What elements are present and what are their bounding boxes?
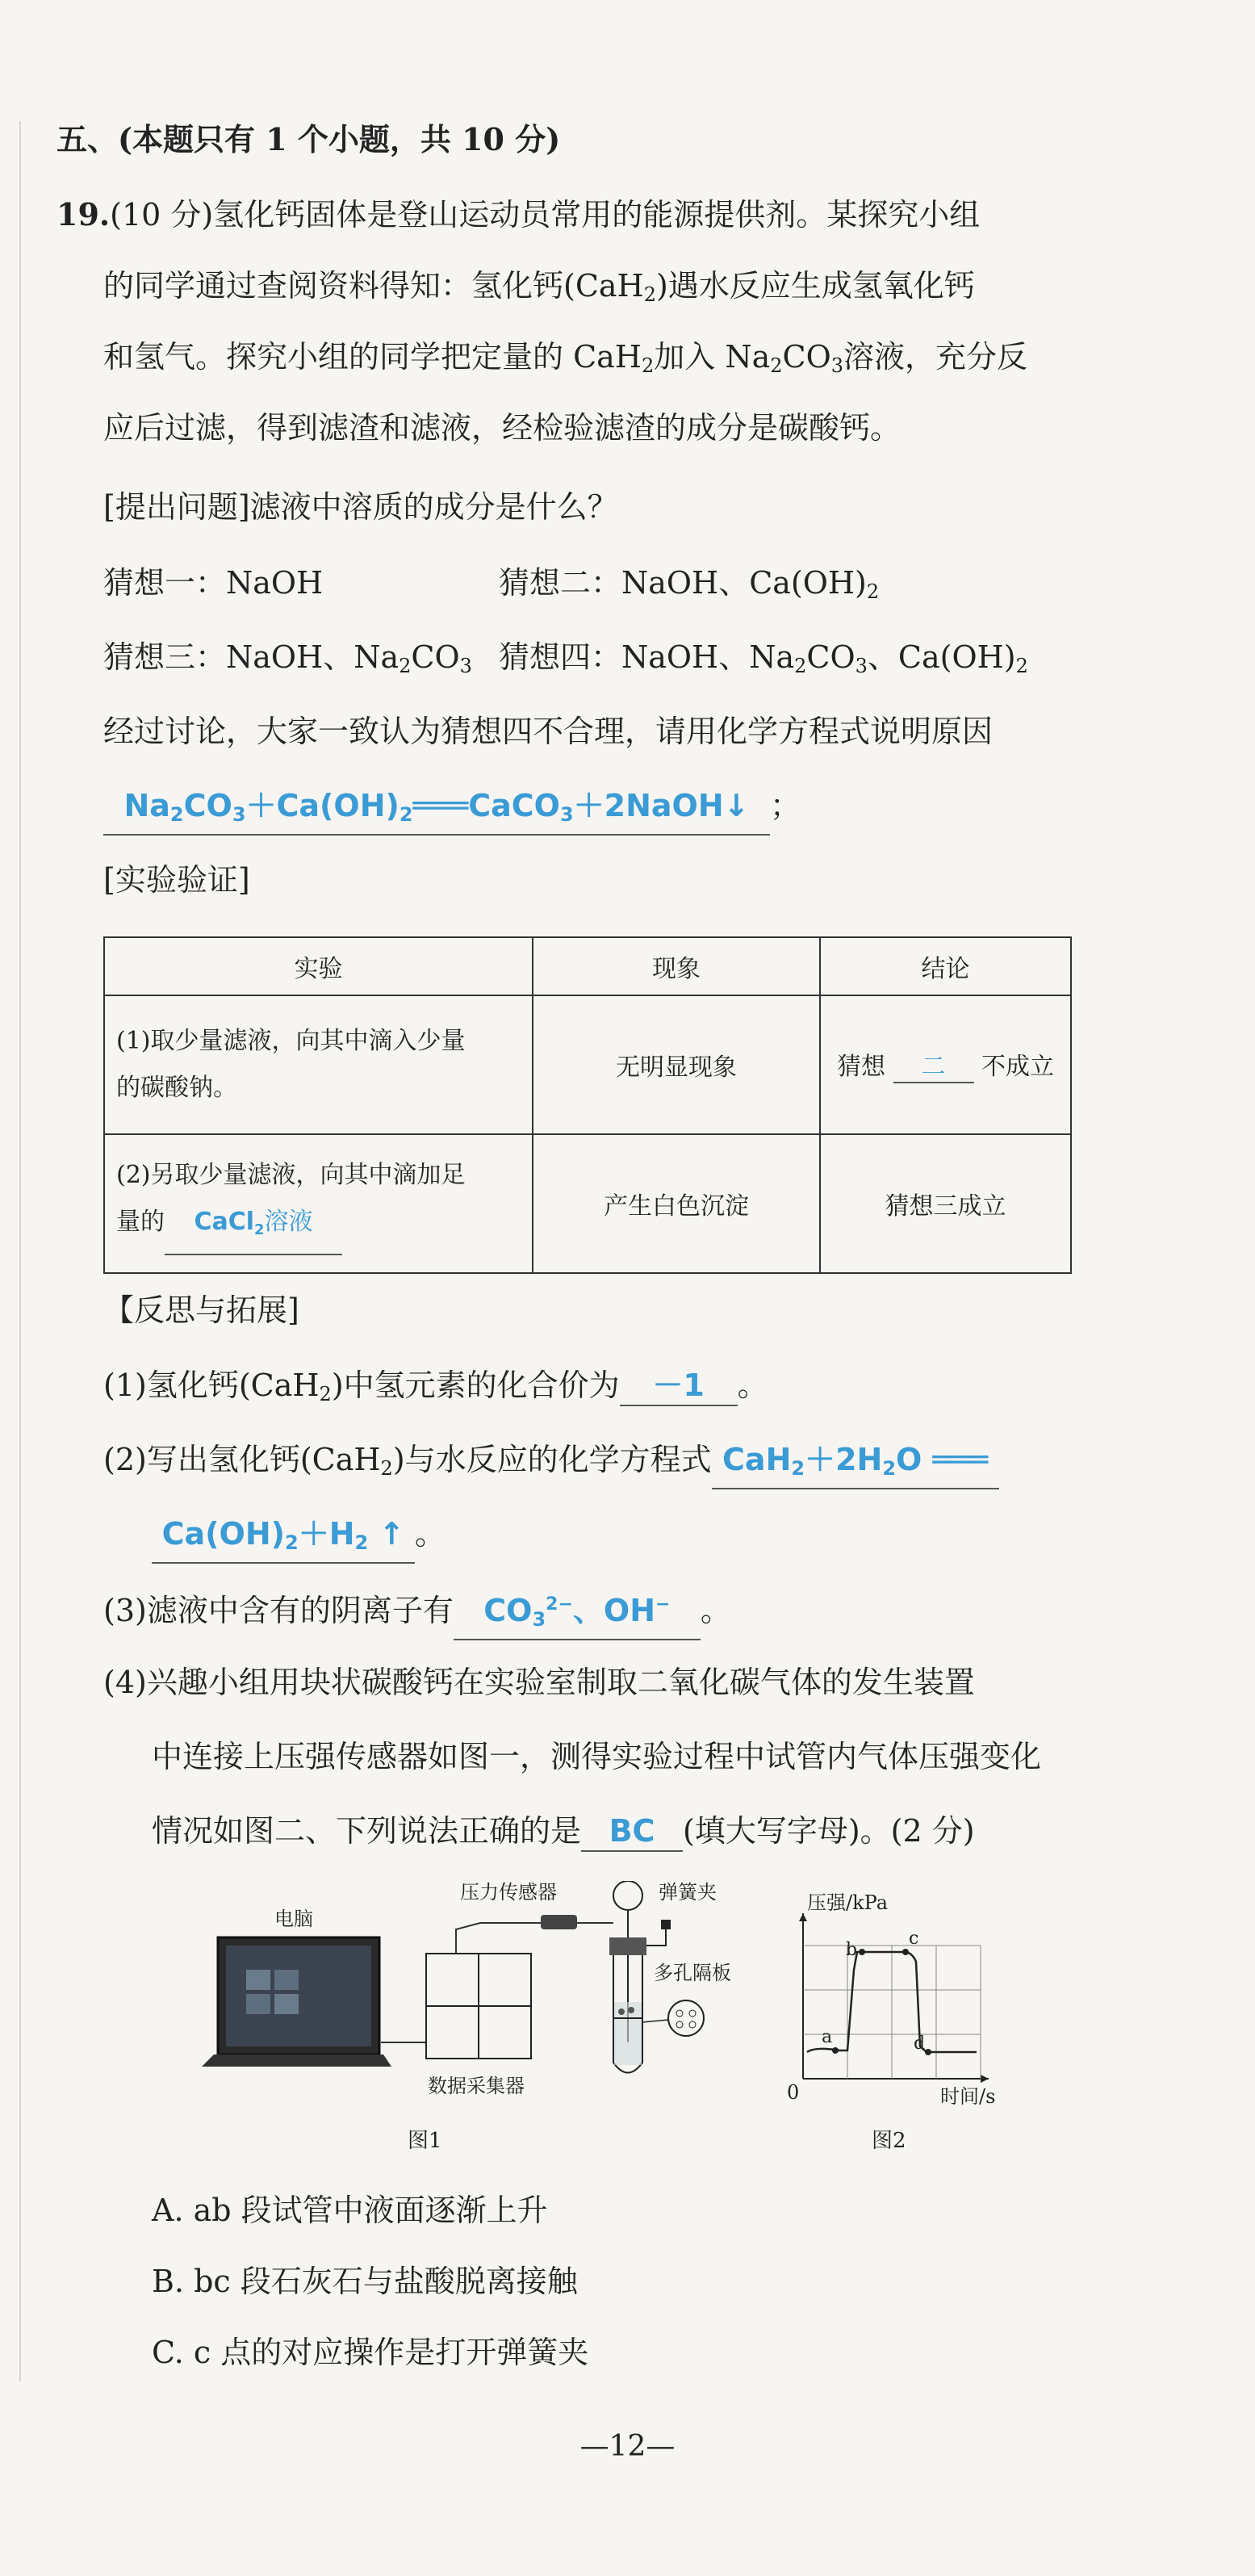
funnel-bulb [613,1881,642,1910]
text: CaCl [194,1208,255,1236]
text: (填大写字母)。(2 分) [683,1813,975,1849]
text: 猜想四：NaOH、Na [499,639,795,675]
text: 猜想三：NaOH、Na [103,639,400,675]
row2-experiment-line2 [116,1199,521,1255]
text: )与水反应的化学方程式 [392,1442,712,1477]
text: )遇水反应生成氢氧化钙 [655,268,975,304]
text: CO [483,1593,533,1628]
hypothesis-2: 猜想二：NaOH、$Ca(OH)_2$ [499,565,880,603]
answer-equation: $Na_2CO_3+Ca(OH)_2═══CaCO_3+2NaOH↓$ [103,786,770,836]
row2-answer: CaCl$_2$溶液 [165,1199,342,1255]
limestone-icon [618,2008,625,2015]
text: ＋2H [805,1442,883,1477]
question-number: 19. [56,196,111,232]
y-axis-label: 压强/kPa [807,1891,889,1914]
text: 3 [532,1608,546,1631]
x-axis-arrow-icon [981,2075,989,2083]
text: ＋2NaOH [573,788,724,823]
reflection-4-line2: 中连接上压强传感器如图一，测得实验过程中试管内气体压强变化 [152,1739,1042,1774]
up-arrow-icon: ↑ [379,1516,405,1552]
answer-equation-line [103,783,801,836]
text: 。 [700,1593,731,1628]
text: Na [123,788,170,823]
text: CO [782,339,831,375]
table-header-row [104,937,1071,995]
row1-answer: 二 [893,1046,974,1083]
screen-tile-icon [246,1970,270,1990]
figure2-caption: 图2 [872,2129,906,2153]
row2-conclusion: 猜想三成立 [820,1134,1071,1273]
question-line-1 [56,192,980,237]
option-c: C. c 点的对应操作是打开弹簧夹 [152,2335,589,2370]
r1-answer: －1 [620,1366,738,1406]
label-clamp: 弹簧夹 [659,1881,717,1904]
hole-icon [689,2021,696,2028]
text: 的碳酸钠。 [116,1074,237,1102]
label-d: d [914,2034,926,2054]
screen-tile-icon [274,1970,299,1990]
label-computer: 电脑 [274,1908,313,1930]
y-axis-arrow-icon [799,1913,807,1921]
r4-answer: BC [581,1812,683,1852]
option-a: A. ab 段试管中液面逐渐上升 [152,2193,548,2228]
origin-label: 0 [787,2081,800,2104]
figure-svg [202,1881,1073,2155]
hole-icon [689,2010,696,2017]
row2-phenomenon: 产生白色沉淀 [533,1134,820,1273]
data-collector [426,1954,531,2059]
reflection-2-line2 [152,1511,446,1564]
laptop-keyboard [202,2055,391,2067]
text: Ca(OH) [161,1516,286,1552]
reflection-2: (2)写出氢化钙(CaH$_2$)与水反应的化学方程式 $CaH_2+2H_2O$ ═══ [103,1437,999,1491]
spring-clamp-icon [661,1920,671,1929]
text: 情况如图二、下列说法正确的是 [152,1813,582,1849]
text: 、Ca(OH) [867,639,1016,675]
row1-conclusion [820,995,1071,1134]
r2-answer-part1: $CaH_2+2H_2O$ ═══ [712,1440,999,1489]
text: 2− [546,1594,573,1615]
text: ＋H [298,1516,355,1552]
outlet-tube [646,1929,666,1946]
text: CaH [722,1442,792,1477]
text: CO [183,788,232,823]
text: (1)取少量滤液，向其中滴入少量 [116,1027,466,1055]
label-c: c [909,1929,919,1949]
hole-icon [676,2021,683,2028]
text: 。 [415,1516,446,1552]
text: (2)写出氢化钙(CaH [103,1442,381,1477]
stopper [609,1937,646,1955]
text: 加入 Na [654,339,771,375]
figure1-caption: 图1 [408,2129,442,2153]
reflection-label: 【反思与拓展] [103,1292,299,1328]
question-line-2: 的同学通过查阅资料得知：氢化钙(CaH$_2$)遇水反应生成氢氧化钙 [103,268,975,306]
question-line-4: 应后过滤，得到滤渣和滤液，经检验滤渣的成分是碳酸钙。 [103,410,902,446]
question-intro-1: 氢化钙固体是登山运动员常用的能源提供剂。某探究小组 [213,197,981,232]
down-arrow-icon: ↓ [723,788,750,823]
question-line-3: 和氢气。探究小组的同学把定量的 CaH$_2$加入 $Na_2CO_3$溶液，充分反 [103,339,1028,377]
porous-plate-detail [668,2000,704,2036]
label-b: b [846,1940,858,1960]
r2-answer-part2: $Ca(OH)_2+H_2$ ↑ [152,1514,415,1564]
question-score: (10 分) [110,197,214,232]
text: 。 [737,1368,768,1403]
pressure-sensor-icon [541,1915,577,1929]
hypothesis-3: 猜想三：NaOH、$Na_2CO_3$ [103,639,472,677]
text: 溶液，充分反 [843,339,1028,375]
text: 溶液 [264,1208,313,1236]
reflection-4-line1: (4)兴趣小组用块状碳酸钙在实验室制取二氧化碳气体的发生装置 [103,1665,975,1700]
limestone-icon [628,2007,634,2013]
table-row [104,1134,1071,1273]
point-b [859,1949,865,1955]
text: O ═══ [896,1442,989,1477]
hypothesis-1: 猜想一：NaOH [103,565,324,601]
point-c [902,1949,909,1955]
cable [456,1923,541,1954]
text: 猜想 [836,1053,885,1081]
laptop-illustration [202,1937,391,2067]
option-b: B. bc 段石灰石与盐酸脱离接触 [152,2264,578,2299]
r3-answer [454,1585,701,1640]
hole-icon [676,2010,683,2017]
text: (3)滤液中含有的阴离子有 [103,1593,454,1628]
text: 的同学通过查阅资料得知：氢化钙(CaH [103,268,644,304]
text: ═══CaCO [412,788,560,823]
text: 、OH [572,1593,655,1628]
hypothesis-4: 猜想四：NaOH、$Na_2CO_3$、$Ca(OH)_2$ [499,639,1028,677]
table-row [104,995,1071,1134]
point-d [925,2049,931,2055]
label-sensor: 压力传感器 [460,1881,557,1904]
reflection-3 [103,1585,731,1640]
label-a: a [822,2027,833,2047]
label-plate: 多孔隔板 [654,1962,731,1984]
reflection-4-line3 [152,1808,975,1853]
row2-experiment [104,1134,533,1273]
text: 和氢气。探究小组的同学把定量的 CaH [103,339,642,375]
text: 猜想二：NaOH、Ca(OH) [499,565,867,601]
text: (1)氢化钙(CaH [103,1368,320,1403]
reflection-1: (1)氢化钙(CaH$_2$)中氢元素的化合价为 －1 。 [103,1368,768,1405]
text: (2)另取少量滤液，向其中滴加足 [116,1161,466,1189]
experiment-label: [实验验证] [103,862,250,898]
row1-experiment [104,995,533,1134]
raise-question: [提出问题]滤液中溶质的成分是什么？ [103,489,618,525]
row1-phenomenon: 无明显现象 [533,995,820,1134]
text: ＋Ca(OH) [245,788,400,823]
screen-tile-icon [246,1994,270,2014]
figures [202,1881,1073,2155]
text: 不成立 [981,1053,1055,1081]
pointer [642,2020,668,2022]
experiment-table [103,936,1072,1274]
page-edge [19,121,21,2381]
label-collector: 数据采集器 [428,2075,525,2097]
header-phenomenon: 现象 [533,937,820,995]
screen-tile-icon [274,1994,299,2014]
header-experiment: 实验 [104,937,533,995]
point-a [832,2047,839,2054]
text: 量的 [116,1208,165,1236]
text: ； [770,788,801,823]
page-number: —12— [579,2430,676,2463]
pressure-chart [799,1913,989,2083]
header-conclusion: 结论 [820,937,1071,995]
section-header: 五、(本题只有 1 个小题，共 10 分) [56,121,561,157]
text: )中氢元素的化合价为 [331,1368,620,1403]
text: − [655,1594,671,1615]
discussion: 经过讨论，大家一致认为猜想四不合理，请用化学方程式说明原因 [103,714,994,749]
x-axis-label: 时间/s [940,2085,996,2108]
